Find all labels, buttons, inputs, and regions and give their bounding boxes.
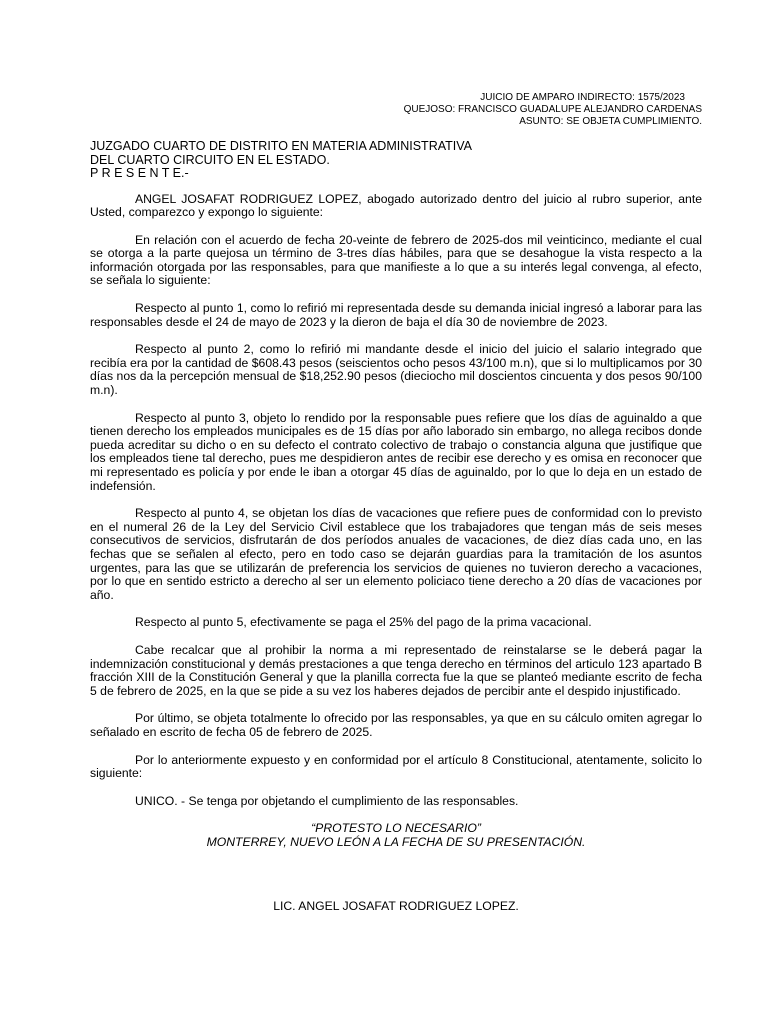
document-page <box>90 92 702 914</box>
closing-block <box>90 822 702 849</box>
case-header <box>90 92 702 128</box>
paragraph-6: Respecto al punto 5, efectivamente se paga el 25% del pago de la prima vacacional. <box>135 615 592 630</box>
paragraph-2: Respecto al punto 1, como lo refirió mi representada desde su demanda inicial ingresó a laborar para las responsables desde el 24 de mayo de 2023 y la dieron de baja el día 30 de noviembre de 2023. <box>90 301 702 329</box>
intro-paragraph: ANGEL JOSAFAT RODRIGUEZ LOPEZ, abogado autorizado dentro del juicio al rubro superior, ante Usted, comparezco y expongo lo siguiente: <box>90 191 702 220</box>
court-circuit: DEL CUARTO CIRCUITO EN EL ESTADO. <box>90 152 330 167</box>
paragraph-4: Respecto al punto 3, objeto lo rendido por la responsable pues refiere que los días de aguinaldo a que tienen derecho los empleados municipales es de 15 días por año laborado sin embargo, no allega recibos donde pueda acreditar su dicho o en su defecto el contrato colectivo de trabajo o constancia alguna que justifique que los empleados tiene tal derecho, pues me despidieron antes de recibir ese derecho y es omisa en reconocer que mi representado es policía y por ende le iban a otorgar 45 días de aguinaldo, por lo que lo deja en un estado de indefensión. <box>90 410 702 493</box>
paragraph-1: En relación con el acuerdo de fecha 20-veinte de febrero de 2025-dos mil veinticinco, mediante el cual se otorga a la parte quejosa un término de 3-tres días hábiles, para que se desahogue la vista respecto a la información otorgada por las responsables, para que manifieste a lo que a su interés legal convenga, al efecto, se señala lo siguiente: <box>90 232 702 288</box>
case-number: JUICIO DE AMPARO INDIRECTO: 1575/2023 <box>480 92 685 103</box>
presente: P R E S E N T E.- <box>90 166 189 180</box>
subject: ASUNTO: SE OBJETA CUMPLIMIENTO. <box>519 116 702 127</box>
paragraph-8: Por último, se objeta totalmente lo ofrecido por las responsables, ya que en su cálculo omiten agregar lo señalado en escrito de fecha 05 de febrero de 2025. <box>90 711 702 739</box>
paragraph-9: Por lo anteriormente expuesto y en conformidad por el artículo 8 Constitucional, atentamente, solicito lo siguiente: <box>90 752 702 781</box>
signature-name: LIC. ANGEL JOSAFAT RODRIGUEZ LOPEZ. <box>273 899 519 914</box>
addressee-block <box>90 140 702 181</box>
paragraph-3: Respecto al punto 2, como lo refirió mi mandante desde el inicio del juicio el salario integrado que recibía era por la cantidad de $608.43 pesos (seiscientos ocho pesos 43/100 m.n), que si lo multiplicamos por 30 días nos da la percepción mensual de $18,252.90 pesos (dieciocho mil doscientos cincuenta y dos pesos 90/100 m.n). <box>90 342 702 398</box>
court-name: JUZGADO CUARTO DE DISTRITO EN MATERIA ADMINISTRATIVA <box>90 139 472 153</box>
petition-unico: UNICO. - Se tenga por objetando el cumplimiento de las responsables. <box>135 793 519 808</box>
place-date: MONTERREY, NUEVO LEÓN A LA FECHA DE SU PRESENTACIÓN. <box>206 834 586 849</box>
paragraph-7: Cabe recalcar que al prohibir la norma a mi representado de reinstalarse se le deberá pagar la indemnización constitucional y demás prestaciones a que tenga derecho en términos del articulo 123 apartado B fracción XIII de la Constitución General y que la planilla correcta fue la que se planteó mediante escrito de fecha 5 de febrero de 2025, en la que se pide a su vez los haberes dejados de percibir ante el despido injustificado. <box>90 642 702 698</box>
complainant: QUEJOSO: FRANCISCO GUADALUPE ALEJANDRO CARDENAS <box>403 104 702 115</box>
paragraph-5: Respecto al punto 4, se objetan los días de vacaciones que refiere pues de conformidad con lo previsto en el numeral 26 de la Ley del Servicio Civil establece que los trabajadores que tengan más de seis meses consecutivos de servicios, disfrutarán de dos períodos anuales de vacaciones, de diez días cada uno, en las fechas que se señalen al efecto, pero en todo caso se dejarán guardias para la tramitación de los asuntos urgentes, para las que se utilizarán de preferencia los servicios de quienes no tuvieron derecho a vacaciones, por lo que en sentido estricto a derecho al ser un elemento policiaco tiene derecho a 20 días de vacaciones por año. <box>90 506 702 602</box>
protesto: “PROTESTO LO NECESARIO” <box>311 821 481 836</box>
